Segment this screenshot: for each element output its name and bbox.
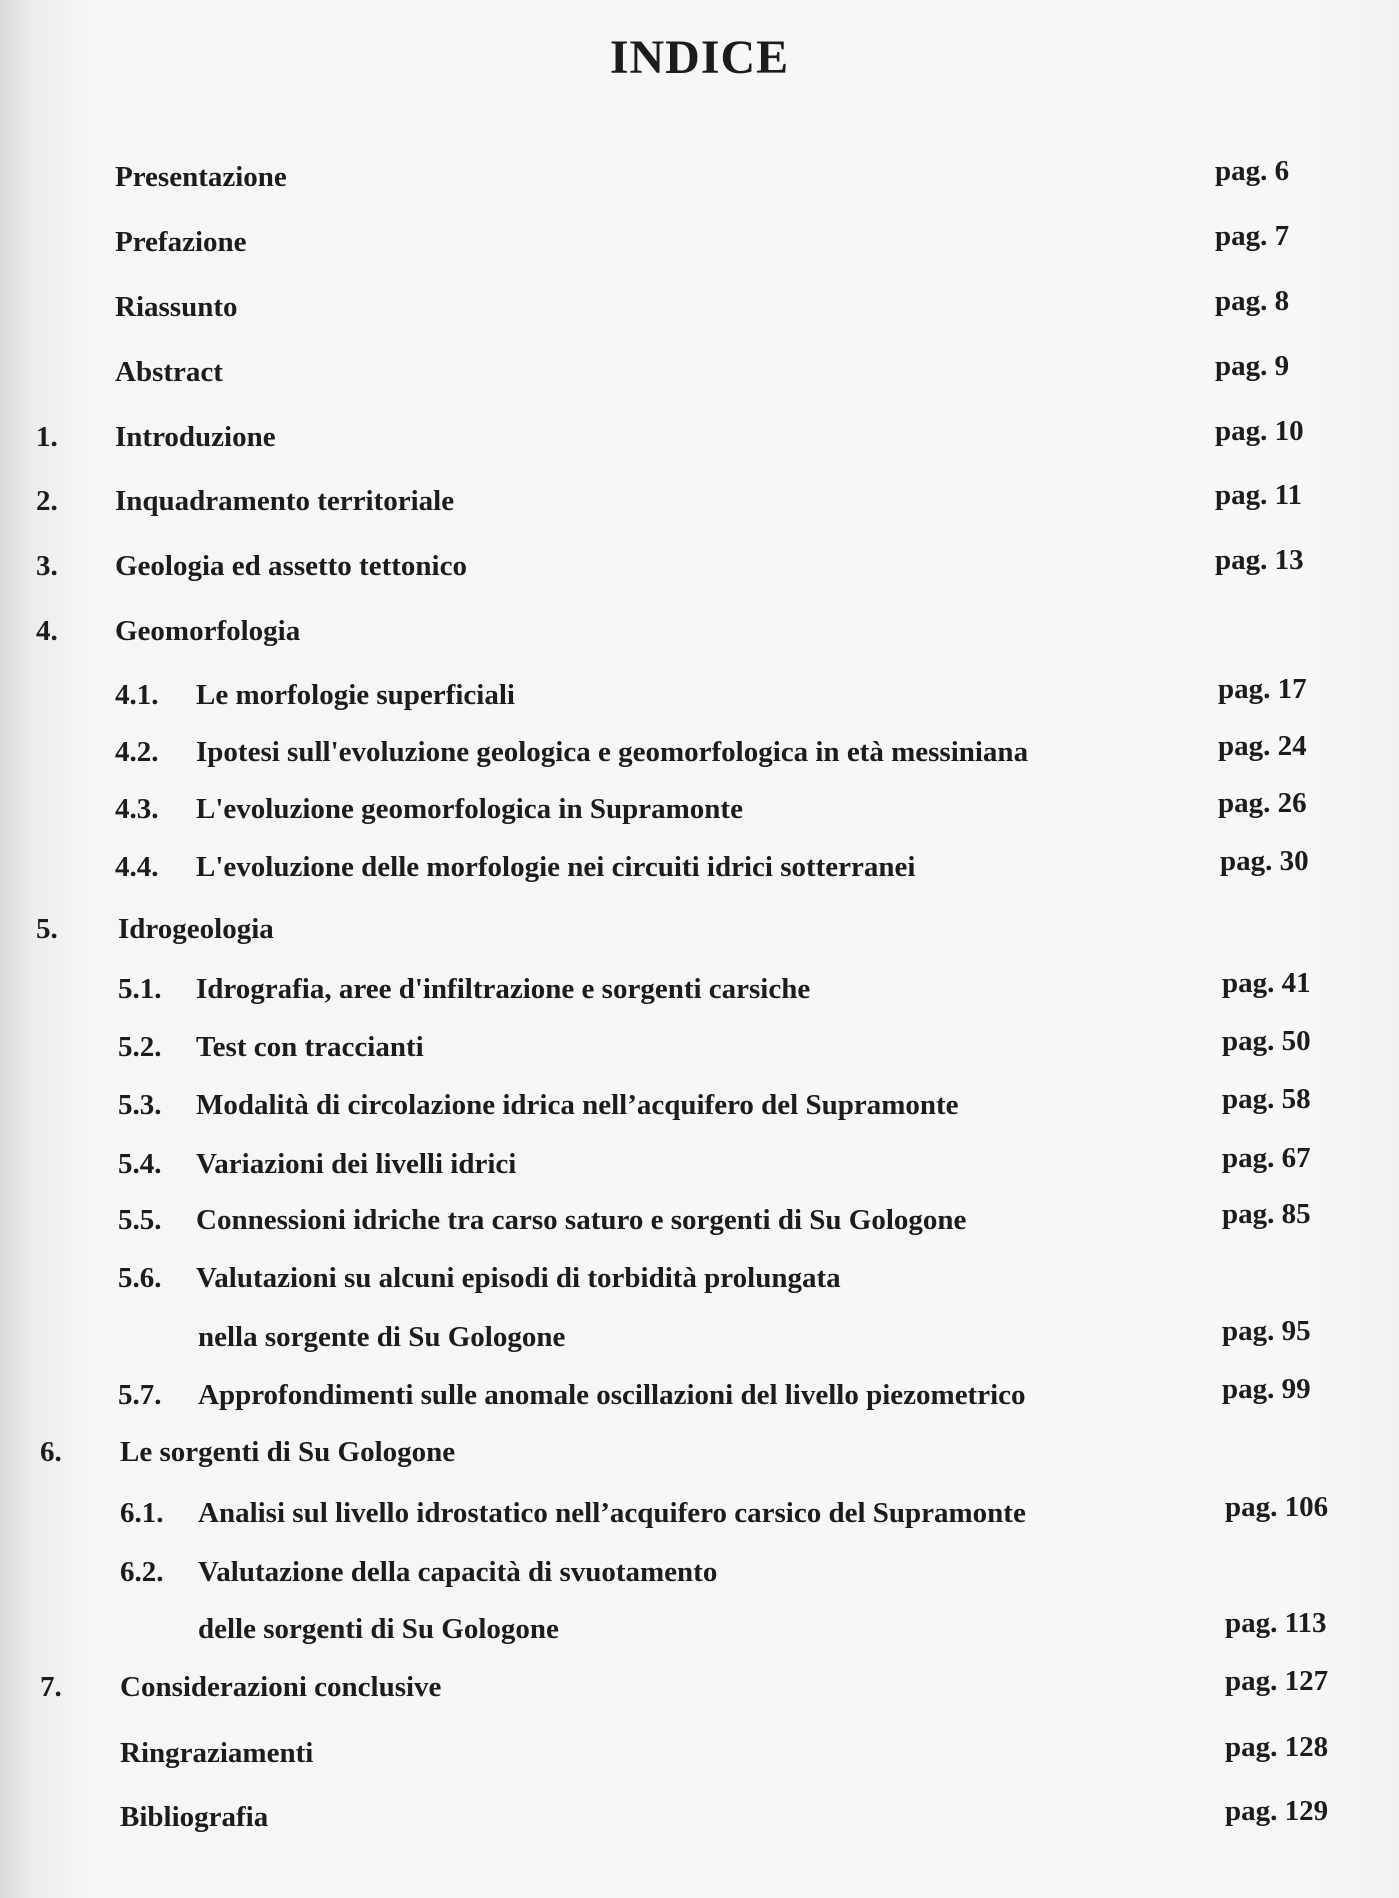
toc-entry-number: 6. — [40, 1436, 62, 1468]
toc-entry-page: pag. 7 — [1215, 220, 1290, 252]
toc-entry-label: Idrografia, aree d'infiltrazione e sorgenti carsiche — [196, 973, 811, 1005]
toc-entry-page: pag. 30 — [1220, 845, 1309, 877]
toc-entry-page: pag. 13 — [1215, 544, 1304, 576]
toc-entry-label: Riassunto — [115, 291, 238, 323]
toc-entry-number: 4.3. — [115, 793, 159, 825]
toc-entry-label: Introduzione — [115, 421, 276, 453]
toc-entry-label: Le sorgenti di Su Gologone — [120, 1436, 456, 1468]
toc-entry-page: pag. 95 — [1222, 1315, 1311, 1347]
toc-entry-label: Approfondimenti sulle anomale oscillazioni del livello piezometrico — [198, 1379, 1026, 1411]
toc-entry-label: Variazioni dei livelli idrici — [196, 1148, 517, 1180]
toc-entry-page: pag. 58 — [1222, 1083, 1311, 1115]
toc-entry-label: Valutazione della capacità di svuotamento — [198, 1556, 718, 1588]
toc-entry-number: 4.2. — [115, 736, 159, 768]
toc-entry-page: pag. 85 — [1222, 1198, 1311, 1230]
toc-entry-number: 1. — [36, 421, 58, 453]
toc-entry-number: 7. — [40, 1671, 62, 1703]
toc-entry-page: pag. 113 — [1225, 1607, 1327, 1639]
toc-entry-number: 2. — [36, 485, 58, 517]
toc-entry-label: nella sorgente di Su Gologone — [198, 1321, 566, 1353]
toc-entry-label: Considerazioni conclusive — [120, 1671, 442, 1703]
toc-entry-label: Abstract — [115, 356, 223, 388]
toc-entry-page: pag. 24 — [1218, 730, 1307, 762]
toc-entry-label: Geologia ed assetto tettonico — [115, 550, 467, 582]
toc-entry-number: 4.1. — [115, 679, 159, 711]
toc-entry-label: Ipotesi sull'evoluzione geologica e geomorfologica in età messiniana — [196, 736, 1029, 768]
toc-entry-number: 5.4. — [118, 1148, 162, 1180]
toc-entry-page: pag. 127 — [1225, 1665, 1329, 1697]
toc-entry-page: pag. 99 — [1222, 1373, 1311, 1405]
toc-entry-page: pag. 128 — [1225, 1731, 1329, 1763]
toc-entry-label: Geomorfologia — [115, 615, 301, 647]
toc-entry-page: pag. 8 — [1215, 285, 1290, 317]
toc-entry-label: L'evoluzione geomorfologica in Supramonte — [196, 793, 743, 825]
toc-entry-page: pag. 129 — [1225, 1795, 1329, 1827]
toc-entry-number: 5.7. — [118, 1379, 162, 1411]
toc-entry-label: Connessioni idriche tra carso saturo e sorgenti di Su Gologone — [196, 1204, 967, 1236]
toc-entry-number: 4. — [36, 615, 58, 647]
toc-entry-page: pag. 41 — [1222, 967, 1311, 999]
toc-entry-label: Le morfologie superficiali — [196, 679, 515, 711]
toc-entry-label: Test con traccianti — [196, 1031, 424, 1063]
toc-entry-number: 5.5. — [118, 1204, 162, 1236]
toc-entry-number: 6.2. — [120, 1556, 164, 1588]
toc-entry-page: pag. 6 — [1215, 155, 1290, 187]
toc-entry-number: 5. — [36, 913, 58, 945]
toc-entry-page: pag. 50 — [1222, 1025, 1311, 1057]
toc-entry-label: Idrogeologia — [118, 913, 274, 945]
toc-entry-page: pag. 26 — [1218, 787, 1307, 819]
toc-entry-label: L'evoluzione delle morfologie nei circuiti idrici sotterranei — [196, 851, 916, 883]
toc-entry-number: 5.3. — [118, 1089, 162, 1121]
toc-entry-page: pag. 67 — [1222, 1142, 1311, 1174]
toc-entry-label: Valutazioni su alcuni episodi di torbidità prolungata — [196, 1262, 841, 1294]
toc-entry-label: Bibliografia — [120, 1801, 269, 1833]
toc-entry-label: Modalità di circolazione idrica nell’acquifero del Supramonte — [196, 1089, 959, 1121]
toc-entry-label: Prefazione — [115, 226, 247, 258]
toc-entry-page: pag. 106 — [1225, 1491, 1329, 1523]
toc-entry-number: 4.4. — [115, 851, 159, 883]
toc-entry-number: 6.1. — [120, 1497, 164, 1529]
toc-entry-label: Ringraziamenti — [120, 1737, 314, 1769]
toc-entry-page: pag. 11 — [1215, 479, 1303, 511]
toc-entry-label: Inquadramento territoriale — [115, 485, 455, 517]
toc-entry-page: pag. 9 — [1215, 350, 1290, 382]
toc-entry-number: 5.1. — [118, 973, 162, 1005]
toc-entry-page: pag. 17 — [1218, 673, 1307, 705]
toc-entry-page: pag. 10 — [1215, 415, 1304, 447]
toc-entry-label: Analisi sul livello idrostatico nell’acquifero carsico del Supramonte — [198, 1497, 1026, 1529]
toc-entry-number: 5.2. — [118, 1031, 162, 1063]
toc-entry-label: delle sorgenti di Su Gologone — [198, 1613, 559, 1645]
page-title: INDICE — [609, 31, 790, 84]
toc-entry-label: Presentazione — [115, 161, 287, 193]
toc-entry-number: 5.6. — [118, 1262, 162, 1294]
toc-entry-number: 3. — [36, 550, 58, 582]
